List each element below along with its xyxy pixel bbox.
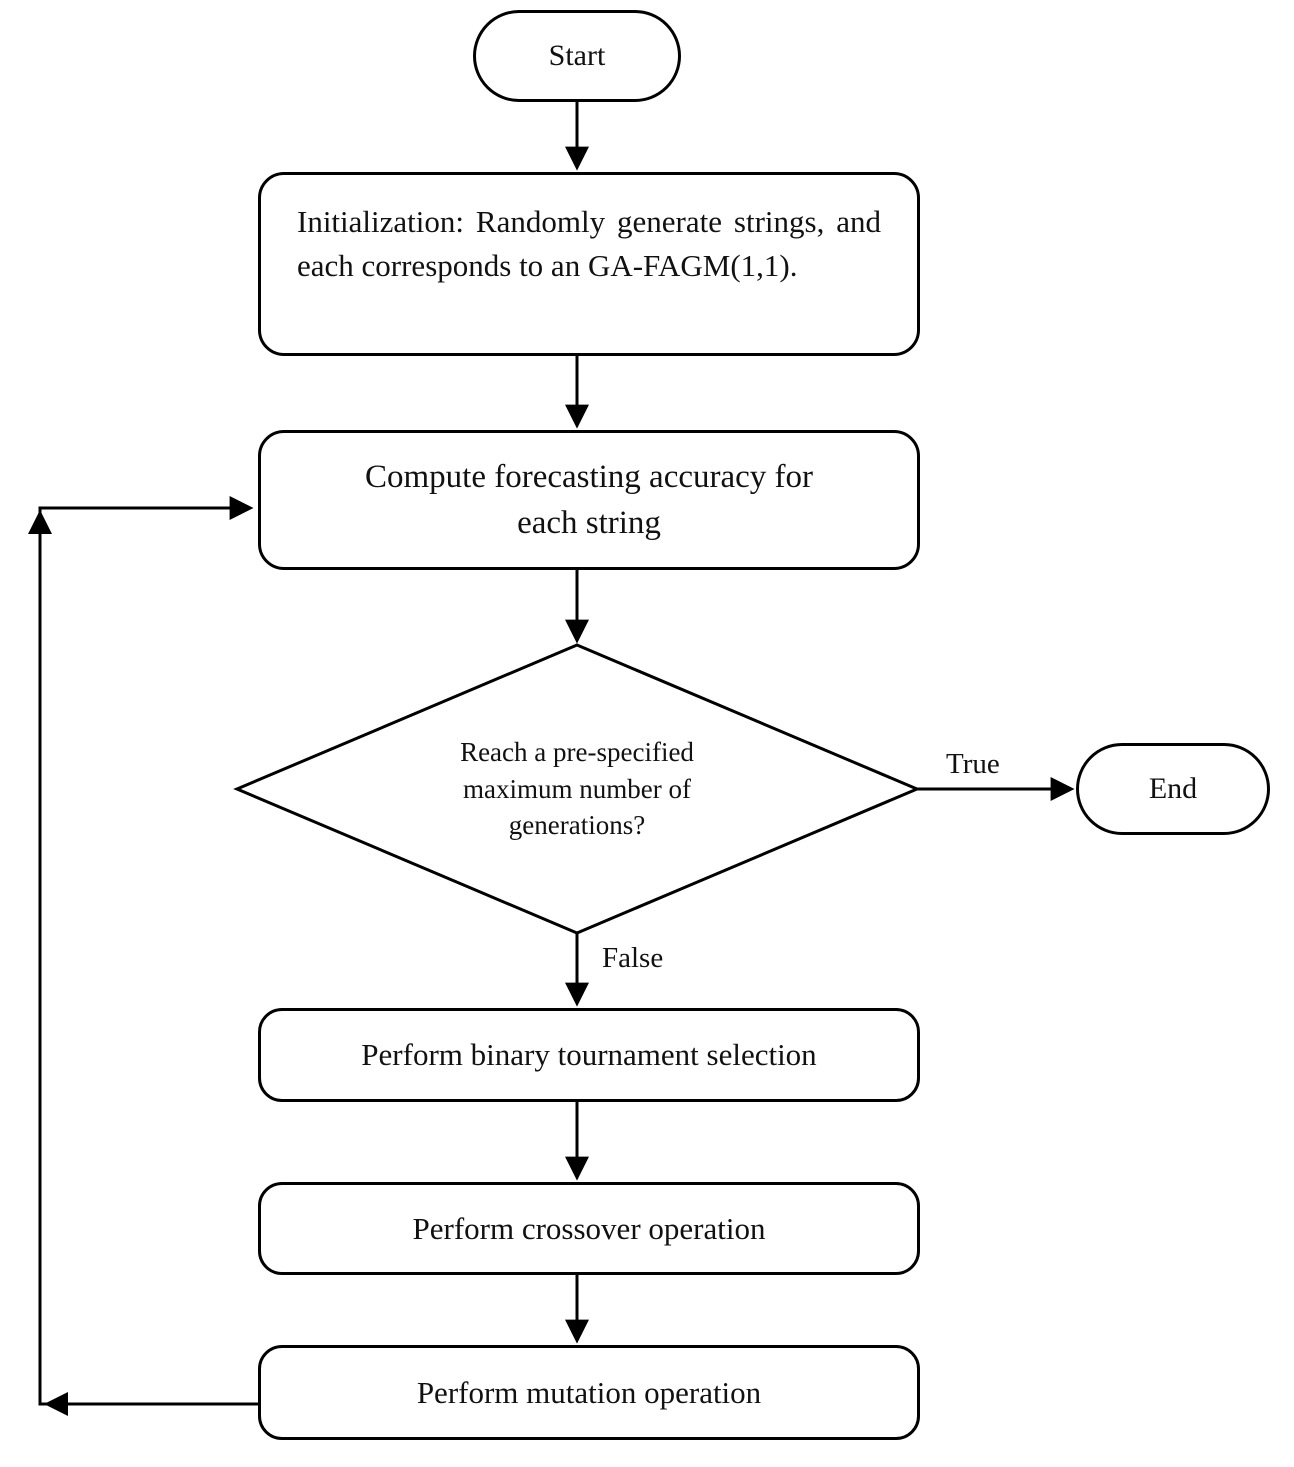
feedback-left-arrowhead bbox=[44, 1392, 68, 1416]
start-node bbox=[473, 10, 681, 102]
crossover-node bbox=[258, 1182, 920, 1275]
end-node bbox=[1076, 743, 1270, 835]
true-edge-label: True bbox=[942, 748, 1004, 781]
initialization-node bbox=[258, 172, 920, 356]
false-edge-label: False bbox=[598, 942, 667, 975]
mutation-node-label: Perform mutation operation bbox=[416, 1374, 762, 1410]
initialization-node-label: Initialization: Randomly generate strings, and each corresponds to an GA-FAGM(1,1). bbox=[297, 204, 881, 284]
start-node-label: Start bbox=[548, 39, 606, 72]
tournament-selection-node-label: Perform binary tournament selection bbox=[361, 1037, 817, 1072]
tournament-selection-node bbox=[258, 1008, 920, 1102]
mutation-node bbox=[258, 1345, 920, 1440]
feedback-up-arrowhead bbox=[28, 510, 52, 534]
compute-accuracy-node-label: Compute forecasting accuracy for each string bbox=[364, 458, 814, 541]
end-node-label: End bbox=[1148, 772, 1198, 805]
edge-feedback-loop bbox=[40, 508, 258, 1404]
crossover-node-label: Perform crossover operation bbox=[412, 1210, 766, 1246]
decision-node bbox=[417, 702, 737, 876]
compute-accuracy-node bbox=[258, 430, 920, 570]
decision-node-label: Reach a pre-specified maximum number of generations? bbox=[460, 737, 694, 841]
